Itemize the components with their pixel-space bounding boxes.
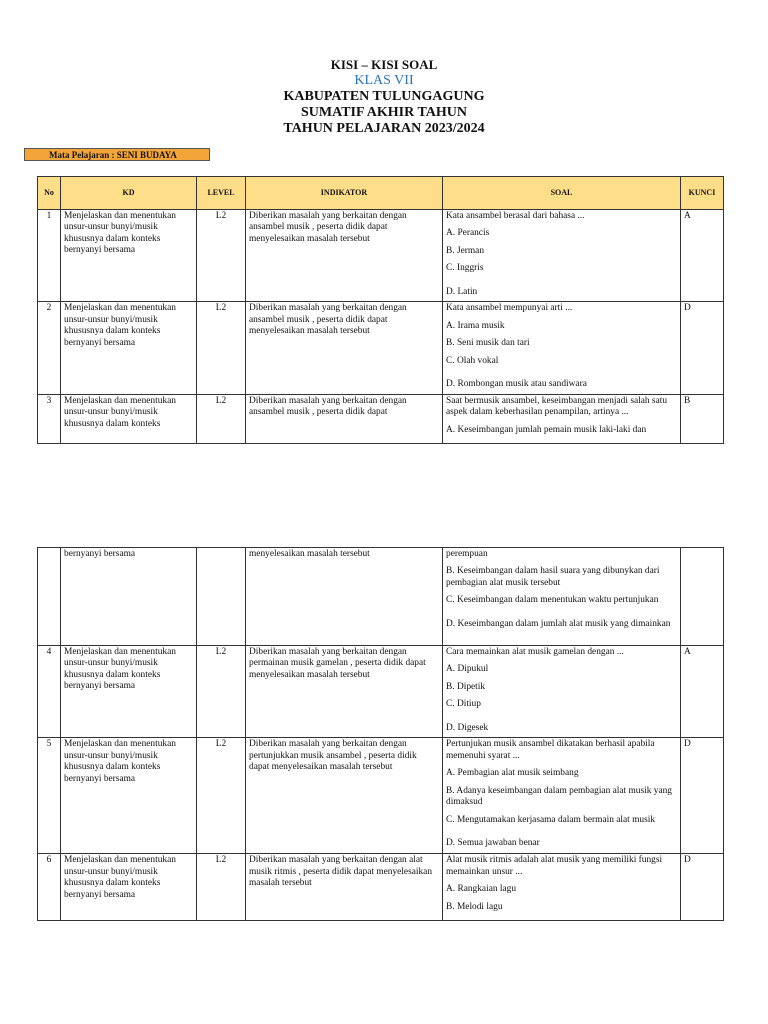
row-number: 2	[38, 302, 61, 394]
table-row	[38, 210, 724, 302]
answer-option: A. Irama musik	[446, 320, 505, 331]
row-number: 1	[38, 210, 61, 302]
row-indikator: Diberikan masalah yang berkaitan dengan pertunjukkan musik ansambel , peserta didik dapat menyelesaikan masalah tersebut	[246, 738, 443, 854]
answer-option: A. Pembagian alat musik seimbang	[446, 768, 579, 779]
row-soal	[443, 302, 681, 394]
header-exam: SUMATIF AKHIR TAHUN	[301, 105, 467, 121]
question-text: perempuan	[446, 549, 488, 559]
row-indikator: Diberikan masalah yang berkaitan dengan alat musik ritmis , peserta didik dapat menyelesaikan masalah tersebut	[246, 854, 443, 921]
col-kd: KD	[61, 177, 197, 210]
answer-option: D. Latin	[446, 286, 478, 297]
answer-option: B. Melodi lagu	[446, 901, 503, 912]
row-kd: Menjelaskan dan menentukan unsur-unsur bunyi/musik khususnya dalam konteks bernyanyi bersama	[61, 738, 197, 854]
row-number: 3	[38, 394, 61, 443]
row-soal	[443, 210, 681, 302]
row-kd: Menjelaskan dan menentukan unsur-unsur bunyi/musik khususnya dalam konteks bernyanyi bersama	[61, 854, 197, 921]
question-text: Saat bermusik ansambel, keseimbangan menjadi salah satu aspek dalam keberhasilan penampilan, artinya ...	[446, 395, 668, 418]
row-number: 6	[38, 854, 61, 921]
row-number: 5	[38, 738, 61, 854]
row-kd: bernyanyi bersama	[61, 548, 197, 646]
row-indikator: Diberikan masalah yang berkaitan dengan ansambel musik , peserta didik dapat menyelesaikan masalah tersebut	[246, 302, 443, 394]
row-level: L2	[197, 302, 246, 394]
answer-option: C. Olah vokal	[446, 355, 499, 366]
header-regency: KABUPATEN TULUNGAGUNG	[283, 89, 485, 105]
row-soal	[443, 394, 681, 443]
row-level: L2	[197, 646, 246, 738]
answer-option: B. Keseimbangan dalam hasil suara yang dibunykan dari pembagian alat musik tersebut	[446, 566, 660, 588]
answer-option: D. Digesek	[446, 722, 489, 733]
answer-option: C. Inggris	[446, 263, 484, 274]
row-answer-key	[681, 548, 724, 646]
row-level	[197, 548, 246, 646]
col-no: No	[38, 177, 61, 210]
answer-option: A. Rangkaian lagu	[446, 884, 517, 895]
row-answer-key: D	[681, 302, 724, 394]
table-row	[38, 738, 724, 854]
question-text: Alat musik ritmis adalah alat musik yang memiliki fungsi memainkan unsur ...	[446, 855, 663, 877]
header-title: KISI – KISI SOAL	[330, 57, 438, 72]
col-level: LEVEL	[197, 177, 246, 210]
answer-option: D. Rombongan musik atau sandiwara	[446, 379, 587, 390]
row-indikator: Diberikan masalah yang berkaitan dengan ansambel musik , peserta didik dapat	[246, 394, 443, 443]
question-text: Pertunjukan musik ansambel dikatakan berhasil apabila memenuhi syarat ...	[446, 739, 655, 761]
row-kd: Menjelaskan dan menentukan unsur-unsur bunyi/musik khususnya dalam konteks	[61, 394, 197, 443]
row-indikator: Diberikan masalah yang berkaitan dengan ansambel musik , peserta didik dapat menyelesaikan masalah tersebut	[246, 210, 443, 302]
row-answer-key: A	[681, 646, 724, 738]
row-indikator: menyelesaikan masalah tersebut	[246, 548, 443, 646]
row-soal	[443, 854, 681, 921]
row-kd: Menjelaskan dan menentukan unsur-unsur bunyi/musik khususnya dalam konteks bernyanyi bersama	[61, 646, 197, 738]
row-answer-key: D	[681, 738, 724, 854]
col-soal: SOAL	[443, 177, 681, 210]
answer-option: C. Keseimbangan dalam menentukan waktu pertunjukan	[446, 595, 659, 606]
row-level: L2	[197, 394, 246, 443]
table-row	[38, 548, 724, 646]
row-answer-key: A	[681, 210, 724, 302]
answer-option: D. Semua jawaban benar	[446, 838, 540, 849]
table-row	[38, 646, 724, 738]
row-level: L2	[197, 738, 246, 854]
row-soal	[443, 738, 681, 854]
question-text: Kata ansambel mempunyai arti ...	[446, 303, 573, 314]
table-row	[38, 302, 724, 394]
answer-option: C. Ditiup	[446, 699, 481, 710]
row-level: L2	[197, 854, 246, 921]
row-soal	[443, 548, 681, 646]
table-row	[38, 394, 724, 443]
question-text: Kata ansambel berasal dari bahasa ...	[446, 211, 585, 221]
row-number: 4	[38, 646, 61, 738]
row-number	[38, 548, 61, 646]
answer-option: D. Keseimbangan dalam jumlah alat musik yang dimainkan	[446, 618, 671, 629]
header-class: KLAS VII	[354, 72, 414, 88]
row-indikator: Diberikan masalah yang berkaitan dengan permainan musik gamelan , peserta didik dapat menyelesaikan masalah tersebut	[246, 646, 443, 738]
row-answer-key: B	[681, 394, 724, 443]
row-kd: Menjelaskan dan menentukan unsur-unsur bunyi/musik khususnya dalam konteks bernyanyi bersama	[61, 302, 197, 394]
answer-option: A. Keseimbangan jumlah pemain musik laki-laki dan	[446, 424, 647, 435]
row-level: L2	[197, 210, 246, 302]
grid-table-page-2	[37, 547, 724, 921]
answer-option: B. Dipetik	[446, 681, 486, 692]
row-soal	[443, 646, 681, 738]
answer-option: B. Seni musik dan tari	[446, 338, 530, 349]
header-school-year: TAHUN PELAJARAN 2023/2024	[283, 121, 485, 137]
answer-option: A. Dipukul	[446, 664, 489, 675]
row-answer-key: D	[681, 854, 724, 921]
table-row	[38, 854, 724, 921]
answer-option: B. Jerman	[446, 245, 485, 256]
subject-label: Mata Pelajaran : SENI BUDAYA	[24, 148, 210, 161]
document-header	[0, 58, 768, 137]
answer-option: C. Mengutamakan kerjasama dalam bermain alat musik	[446, 814, 656, 825]
grid-table-page-1	[37, 176, 724, 444]
question-text: Cara memainkan alat musik gamelan dengan ...	[446, 647, 624, 657]
table-header-row	[38, 177, 724, 210]
col-kunci: KUNCI	[681, 177, 724, 210]
col-indikator: INDIKATOR	[246, 177, 443, 210]
row-kd: Menjelaskan dan menentukan unsur-unsur bunyi/musik khususnya dalam konteks bernyanyi bersama	[61, 210, 197, 302]
answer-option: B. Adanya keseimbangan dalam pembagian alat musik yang dimaksud	[446, 785, 672, 808]
answer-option: A. Perancis	[446, 228, 490, 239]
